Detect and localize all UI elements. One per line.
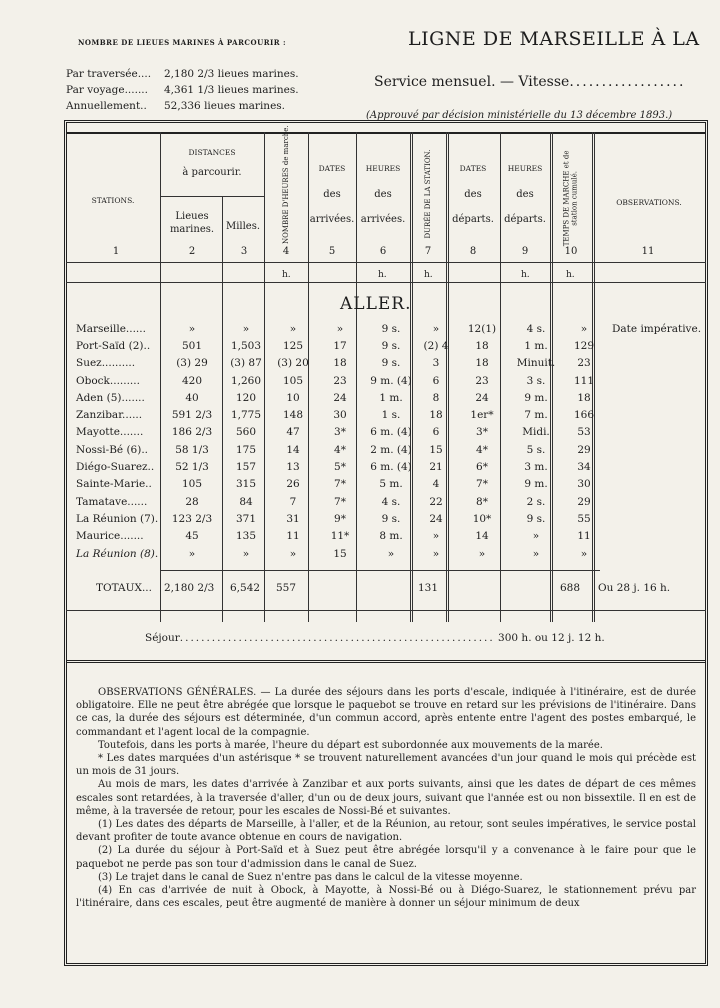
- cell-heures: 14: [286, 443, 300, 456]
- column-number: 9: [521, 246, 529, 257]
- cell-temps: 30: [577, 478, 591, 491]
- cell-duree: (2) 4: [423, 339, 449, 352]
- cell-obs: [606, 355, 701, 372]
- column-number: 6: [379, 246, 387, 257]
- cell-heure-dep: »: [532, 547, 540, 560]
- cell-date-arr: 11*: [330, 530, 350, 543]
- totals-milles: 6,542: [230, 582, 261, 594]
- cell-station: Obock.........: [76, 374, 140, 387]
- unit-hours: h.: [566, 270, 575, 280]
- service-line: [374, 74, 685, 90]
- header-heures-arrivees: [356, 164, 410, 226]
- cell-date-arr: 30: [333, 409, 347, 422]
- header-a-parcourir: à parcourir.: [182, 167, 242, 178]
- cell-heures: 148: [282, 409, 304, 422]
- cell-date-dep: 7*: [476, 478, 488, 491]
- cell-temps: 29: [577, 443, 591, 456]
- cell-milles: 371: [235, 512, 257, 525]
- cell-date-arr: 9*: [334, 512, 346, 525]
- cell-heures: 11: [286, 530, 300, 543]
- observations-top-rule: [66, 660, 706, 663]
- cell-heure-dep: 9 m.: [524, 478, 548, 491]
- cell-date-dep: 4*: [476, 443, 488, 456]
- table-row: [76, 372, 701, 389]
- cell-obs: [606, 510, 701, 527]
- cell-date-dep: 10*: [472, 512, 492, 525]
- cell-milles: (3) 87: [230, 357, 262, 370]
- header-text: des: [516, 188, 534, 200]
- cell-lieues: 591 2/3: [171, 409, 213, 422]
- cell-heure-dep: 9 m.: [524, 391, 548, 404]
- cell-heure-arr: 1 s.: [381, 409, 401, 422]
- cell-station: La Réunion (7).: [76, 512, 159, 525]
- header-dates-arrivees: [308, 164, 356, 226]
- cell-date-arr: 3*: [334, 426, 346, 439]
- cell-milles: 120: [235, 391, 257, 404]
- observations-paragraph: * Les dates marquées d'un astérisque * se trouvent naturellement avancées d'un jour quand le mois qui précède est un mois de 31 jours.: [76, 753, 696, 778]
- cell-station: Maurice.......: [76, 530, 144, 543]
- cell-lieues: 40: [185, 391, 199, 404]
- cell-heures: 26: [286, 478, 300, 491]
- header-text: arrivées.: [309, 213, 355, 225]
- table-row: [76, 389, 701, 406]
- distances-sub-rule: [160, 196, 264, 197]
- nombre-lieues-label: NOMBRE DE LIEUES MARINES À PARCOURIR :: [78, 38, 287, 47]
- cell-heure-arr: 6 m. (4): [370, 461, 412, 474]
- paragraph-text: — La durée des séjours dans les ports d'escale, indiquée à l'itinéraire, est de durée obligatoire. Elle ne peut être abrégée que lorsque le paquebot se trouve en retard sur les prévisions de l'itinéraire. Dans ce cas, la durée des séjours est déterminée, d'un commun accord, après entente entre l'agent des postes embarqué, le commandant et l'agent local de la compagnie.: [76, 687, 696, 738]
- cell-date-arr: 5*: [334, 461, 346, 474]
- unit-hours: h.: [424, 270, 433, 280]
- cell-milles: 1,260: [230, 374, 262, 387]
- cell-lieues: 58 1/3: [175, 443, 209, 456]
- page-title: LIGNE DE MARSEILLE À LA: [408, 28, 700, 50]
- observations-paragraph: (2) La durée du séjour à Port-Saïd et à Suez peut être abrégée lorsqu'il y a convenance à le faire pour que le paquebot ne perde pas son tour d'admission dans le canal de Suez.: [76, 845, 696, 870]
- totals-lieues: 2,180 2/3: [164, 582, 215, 594]
- distance-value: 52,336 lieues marines.: [164, 100, 286, 112]
- cell-obs: [606, 545, 701, 562]
- cell-heure-arr: 9 s.: [381, 357, 401, 370]
- cell-milles: 157: [235, 461, 257, 474]
- cell-obs: [606, 389, 701, 406]
- cell-station: Aden (5).......: [76, 391, 145, 404]
- approval-note: (Approuvé par décision ministérielle du 13 décembre 1893.): [366, 110, 673, 121]
- cell-date-arr: 7*: [334, 478, 346, 491]
- header-text: des: [374, 188, 392, 200]
- cell-lieues: 186 2/3: [171, 426, 213, 439]
- cell-heure-dep: 7 m.: [524, 409, 548, 422]
- observations-paragraph: Au mois de mars, les dates d'arrivée à Zanzibar et aux ports suivants, ainsi que les dates de départ de ces mêmes escales sont retardées, à la traversée d'aller, d'un ou de deux jours, suivant que l'année est ou non bissextile. Il en est de même, à la traversée de retour, pour les escales de Nossi-Bé et suivantes.: [76, 779, 696, 817]
- cell-obs: [606, 337, 701, 354]
- cell-milles: 1,503: [230, 339, 262, 352]
- distance-row-annuellement: [66, 100, 285, 112]
- cell-station: Suez..........: [76, 357, 136, 370]
- column-number: 2: [188, 246, 196, 257]
- cell-lieues: 28: [185, 495, 199, 508]
- column-number: 4: [282, 246, 290, 257]
- observations-paragraph: (1) Les dates des départs de Marseille, à l'aller, et de la Réunion, au retour, sont seules impératives, le service postal devant profiter de toute avance obtenue en cours de navigation.: [76, 819, 696, 844]
- cell-duree: 21: [429, 461, 443, 474]
- cell-duree: »: [432, 547, 440, 560]
- distance-row-voyage: [66, 84, 299, 96]
- header-lieues: Lieues marines.: [169, 211, 215, 235]
- cell-lieues: 52 1/3: [175, 461, 209, 474]
- cell-lieues: »: [188, 547, 196, 560]
- unit-hours: h.: [378, 270, 387, 280]
- observations-paragraph: (4) En cas d'arrivée de nuit à Obock, à Mayotte, à Nossi-Bé ou à Diégo-Suarez, le stationnement prévu par l'itinéraire, dans ces escales, peut être augmenté de manière à donner un séjour minimum de deux: [76, 885, 696, 910]
- cell-obs: [606, 458, 701, 475]
- observations-paragraph: [76, 686, 696, 739]
- cell-heure-arr: 1 m.: [379, 391, 403, 404]
- table-row: [76, 493, 701, 510]
- cell-date-dep: 12(1): [467, 322, 497, 335]
- cell-heures: »: [289, 322, 297, 335]
- observations-paragraph: (3) Le trajet dans le canal de Suez n'entre pas dans le calcul de la vitesse moyenne.: [98, 871, 523, 883]
- service-dots: ..................: [569, 74, 686, 90]
- cell-station: Tamatave......: [76, 495, 148, 508]
- cell-heures: 13: [286, 461, 300, 474]
- distance-label: Par traversée....: [66, 68, 152, 80]
- column-number: 10: [564, 246, 578, 257]
- cell-date-dep: 14: [475, 530, 489, 543]
- cell-duree: 3: [432, 357, 440, 370]
- cell-date-dep: 3*: [476, 426, 488, 439]
- cell-date-dep: 1er*: [470, 409, 494, 422]
- header-text: DATES: [459, 164, 487, 173]
- cell-date-arr: 23: [333, 374, 347, 387]
- distance-value: 2,180 2/3 lieues marines.: [164, 68, 299, 80]
- cell-heure-arr: 9 s.: [381, 512, 401, 525]
- cell-temps: 23: [577, 357, 591, 370]
- cell-heures: (3) 20: [277, 357, 309, 370]
- totals-label: TOTAUX...: [96, 582, 152, 594]
- cell-date-dep: 6*: [476, 461, 488, 474]
- distance-label: Annuellement..: [66, 100, 147, 112]
- header-top-rule: [66, 132, 706, 134]
- header-text: des: [323, 188, 341, 200]
- header-distances: DISTANCES: [188, 148, 236, 157]
- cell-obs: [606, 406, 701, 423]
- cell-heures: 125: [282, 339, 304, 352]
- cell-heure-arr: 2 m. (4): [370, 443, 412, 456]
- cell-obs: [606, 476, 701, 493]
- cell-date-arr: 18: [333, 357, 347, 370]
- header-stations: STATIONS.: [91, 196, 135, 205]
- unit-hours: h.: [521, 270, 530, 280]
- observations-heading: OBSERVATIONS GÉNÉRALES.: [98, 687, 257, 698]
- cell-heures: 7: [289, 495, 297, 508]
- cell-temps: 29: [577, 495, 591, 508]
- cell-heure-arr: 6 m. (4): [370, 426, 412, 439]
- cell-temps: 166: [573, 409, 595, 422]
- table-row: [76, 476, 701, 493]
- cell-station: Sainte-Marie..: [76, 478, 152, 491]
- cell-heures: 47: [286, 426, 300, 439]
- header-observations: OBSERVATIONS.: [616, 198, 682, 207]
- sejour-label: Séjour: [145, 632, 180, 644]
- cell-heure-arr: 9 s.: [381, 322, 401, 335]
- column-number: 1: [112, 246, 120, 257]
- cell-heure-dep: 3 m.: [524, 461, 548, 474]
- cell-heure-arr: 9 m. (4): [370, 374, 412, 387]
- cell-lieues: 123 2/3: [171, 512, 213, 525]
- cell-heures: 10: [286, 391, 300, 404]
- cell-station: Mayotte.......: [76, 426, 144, 439]
- header-duree-station: DURÉE DE LA STATION.: [424, 149, 432, 239]
- cell-heure-dep: Minuit.: [516, 357, 556, 370]
- table-row: [76, 424, 701, 441]
- cell-milles: »: [242, 547, 250, 560]
- cell-milles: 1,775: [230, 409, 262, 422]
- cell-heure-arr: 9 s.: [381, 339, 401, 352]
- cell-heure-dep: 3 s.: [526, 374, 546, 387]
- totals-temps: 688: [560, 582, 581, 594]
- sejour-line: [145, 632, 605, 644]
- cell-obs: [606, 528, 701, 545]
- table-row: [76, 406, 701, 423]
- cell-obs: Date impérative.: [612, 322, 702, 335]
- cell-date-arr: 4*: [334, 443, 346, 456]
- cell-date-dep: 18: [475, 339, 489, 352]
- cell-temps: 34: [577, 461, 591, 474]
- cell-station: Marseille......: [76, 322, 146, 335]
- cell-lieues: 45: [185, 530, 199, 543]
- cell-heure-dep: 5 s.: [526, 443, 546, 456]
- cell-date-arr: 17: [333, 339, 347, 352]
- cell-station: Zanzibar......: [76, 409, 143, 422]
- cell-date-dep: »: [478, 547, 486, 560]
- cell-lieues: 501: [181, 339, 203, 352]
- cell-date-dep: 8*: [476, 495, 488, 508]
- header-text: HEURES: [365, 164, 401, 173]
- table-row: [76, 510, 701, 527]
- cell-heure-arr: »: [387, 547, 395, 560]
- header-text: départs.: [452, 213, 494, 225]
- cell-duree: 15: [429, 443, 443, 456]
- cell-obs: [606, 493, 701, 510]
- header-text: arrivées.: [360, 213, 406, 225]
- cell-obs: [606, 441, 701, 458]
- totals-heures: 557: [276, 582, 297, 594]
- cell-duree: »: [432, 530, 440, 543]
- section-aller: ALLER.: [340, 294, 412, 314]
- cell-temps: 18: [577, 391, 591, 404]
- unit-hours: h.: [282, 270, 291, 280]
- cell-lieues: (3) 29: [176, 357, 208, 370]
- cell-station: Port-Saïd (2)..: [76, 339, 151, 352]
- cell-milles: 315: [235, 478, 257, 491]
- cell-station: Nossi-Bé (6)..: [76, 443, 149, 456]
- totals-duree: 131: [418, 582, 439, 594]
- cell-temps: 55: [577, 512, 591, 525]
- cell-date-dep: 23: [475, 374, 489, 387]
- cell-milles: 560: [235, 426, 257, 439]
- cell-temps: »: [580, 547, 588, 560]
- cell-date-arr: »: [336, 322, 344, 335]
- header-nombre-heures: NOMBRE D'HEURES de marche.: [282, 125, 290, 244]
- totals-bottom-rule: [66, 610, 706, 611]
- observations-block: [76, 686, 696, 910]
- header-text: départs.: [504, 213, 546, 225]
- cell-lieues: 105: [181, 478, 203, 491]
- cell-duree: 4: [432, 478, 440, 491]
- cell-duree: »: [432, 322, 440, 335]
- header-text: DATES: [318, 164, 346, 173]
- cell-temps: 11: [577, 530, 591, 543]
- cell-milles: 135: [235, 530, 257, 543]
- cell-temps: 53: [577, 426, 591, 439]
- cell-heure-dep: 1 m.: [524, 339, 548, 352]
- service-label: Service mensuel. — Vitesse: [374, 74, 570, 90]
- header-text: HEURES: [507, 164, 543, 173]
- cell-date-dep: 18: [475, 357, 489, 370]
- cell-date-arr: 7*: [334, 495, 346, 508]
- totals-observation: Ou 28 j. 16 h.: [598, 582, 671, 594]
- cell-duree: 6: [432, 374, 440, 387]
- header-temps-marche: TEMPS DE MARCHE et de station cumulé.: [562, 150, 579, 247]
- colnum-rule: [66, 262, 706, 263]
- cell-temps: »: [580, 322, 588, 335]
- column-number: 7: [424, 246, 432, 257]
- cell-milles: 84: [239, 495, 253, 508]
- cell-duree: 22: [429, 495, 443, 508]
- cell-heure-dep: Midi.: [522, 426, 550, 439]
- header-milles: Milles.: [225, 221, 261, 232]
- observations-paragraph: Toutefois, dans les ports à marée, l'heure du départ est subordonnée aux mouvements de la marée.: [98, 739, 603, 751]
- cell-heure-dep: 2 s.: [526, 495, 546, 508]
- totals-top-rule: [160, 570, 600, 571]
- table-row: [76, 320, 701, 337]
- cell-obs: [606, 372, 701, 389]
- column-number: 3: [240, 246, 248, 257]
- cell-obs: [606, 424, 701, 441]
- column-number: 11: [641, 246, 655, 257]
- cell-milles: »: [242, 322, 250, 335]
- cell-heures: »: [289, 547, 297, 560]
- header-text: des: [464, 188, 482, 200]
- cell-heures: 105: [282, 374, 304, 387]
- sejour-dots: ...........................................................: [179, 632, 495, 644]
- table-row: [76, 355, 701, 372]
- table-row: [76, 441, 701, 458]
- cell-duree: 8: [432, 391, 440, 404]
- distance-label: Par voyage.......: [66, 84, 148, 96]
- cell-heure-dep: 9 s.: [526, 512, 546, 525]
- distance-value: 4,361 1/3 lieues marines.: [164, 84, 299, 96]
- cell-heure-dep: »: [532, 530, 540, 543]
- cell-date-arr: 15: [333, 547, 347, 560]
- cell-heure-arr: 8 m.: [379, 530, 403, 543]
- cell-heure-dep: 4 s.: [526, 322, 546, 335]
- sejour-value: 300 h. ou 12 j. 12 h.: [498, 632, 605, 644]
- cell-date-arr: 24: [333, 391, 347, 404]
- column-number: 8: [469, 246, 477, 257]
- cell-duree: 6: [432, 426, 440, 439]
- cell-heure-arr: 4 s.: [381, 495, 401, 508]
- distance-row-traversee: [66, 68, 299, 80]
- timetable: [76, 320, 701, 562]
- cell-station: Diégo-Suarez..: [76, 461, 155, 474]
- cell-lieues: 420: [181, 374, 203, 387]
- cell-lieues: »: [188, 322, 196, 335]
- table-row: [76, 458, 701, 475]
- header-heures-departs: [500, 164, 550, 226]
- cell-temps: 129: [573, 339, 595, 352]
- table-row: [76, 337, 701, 354]
- cell-milles: 175: [235, 443, 257, 456]
- cell-duree: 18: [429, 409, 443, 422]
- cell-date-dep: 24: [475, 391, 489, 404]
- table-row: [76, 528, 701, 545]
- cell-heures: 31: [286, 512, 300, 525]
- cell-station: La Réunion (8).: [76, 547, 159, 560]
- cell-heure-arr: 5 m.: [379, 478, 403, 491]
- cell-temps: 111: [573, 374, 595, 387]
- header-dates-departs: [446, 164, 500, 226]
- column-number: 5: [328, 246, 336, 257]
- timetable-body: [76, 320, 701, 562]
- unit-rule: [66, 282, 706, 283]
- table-row: [76, 545, 701, 562]
- cell-duree: 24: [429, 512, 443, 525]
